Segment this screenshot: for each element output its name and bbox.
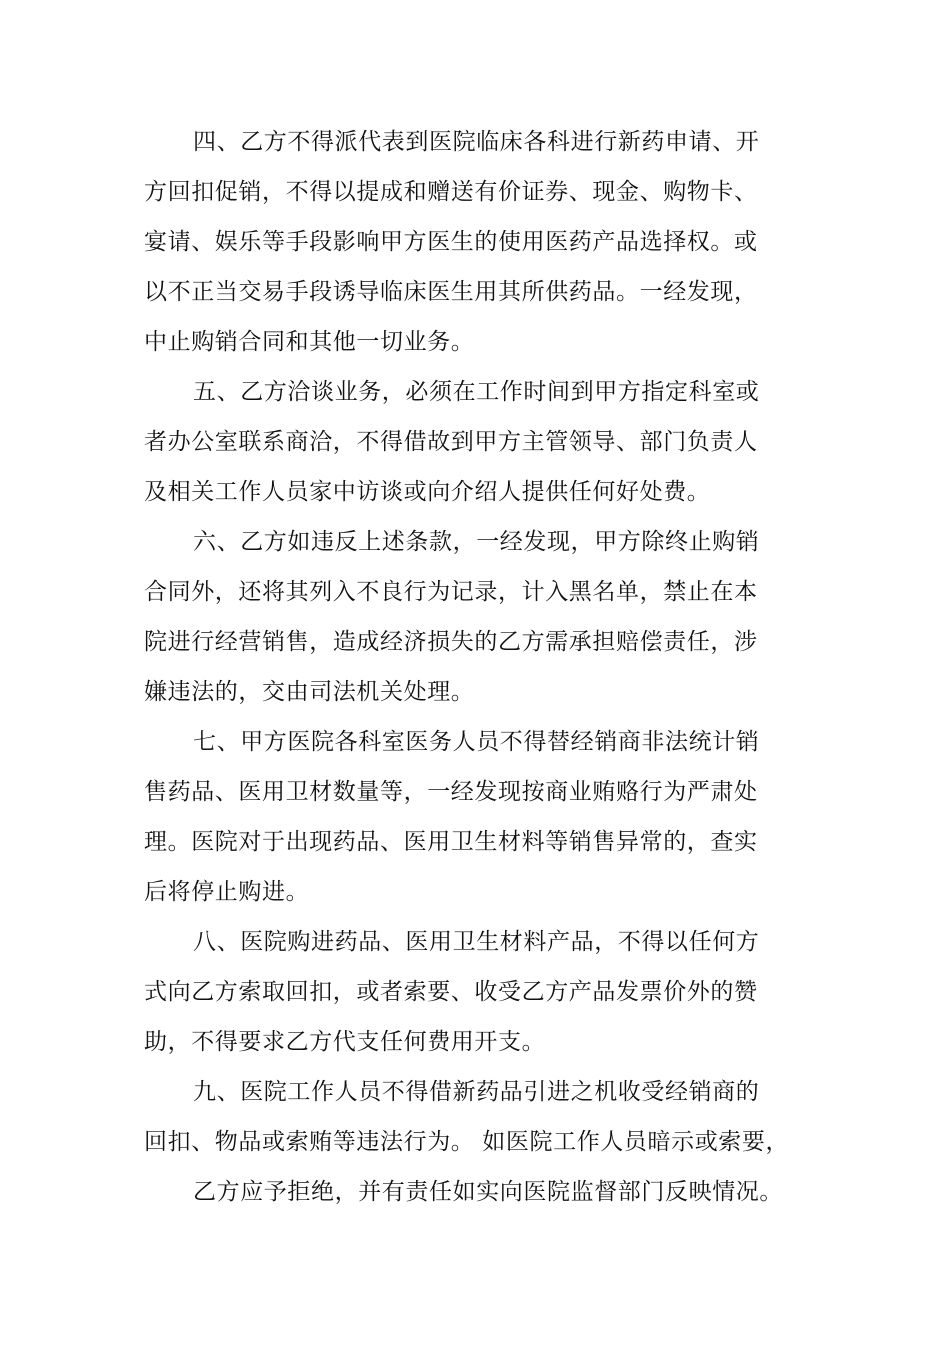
paragraph-8-line-3: 助，不得要求乙方代支任何费用开支。 [144,1029,546,1055]
paragraph-4-line-2: 方回扣促销，不得以提成和赠送有价证券、现金、购物卡、 [144,179,758,205]
paragraph-6-line-3: 院进行经营销售，造成经济损失的乙方需承担赔偿责任，涉 [144,629,758,655]
paragraph-7-line-4: 后将停止购进。 [144,879,310,905]
paragraph-4-line-4: 以不正当交易手段诱导临床医生用其所供药品。一经发现， [144,279,758,305]
paragraph-7-line-1: 七、甲方医院各科室医务人员不得替经销商非法统计销 [193,729,760,755]
paragraph-9-line-1: 九、医院工作人员不得借新药品引进之机收受经销商的 [193,1079,760,1105]
paragraph-7-line-3: 理。医院对于出现药品、医用卫生材料等销售异常的，查实 [144,829,758,855]
paragraph-5-line-2: 者办公室联系商洽，不得借故到甲方主管领导、部门负责人 [144,429,758,455]
paragraph-8-line-2: 式向乙方索取回扣，或者索要、收受乙方产品发票价外的赞 [144,979,758,1005]
paragraph-4-line-1: 四、乙方不得派代表到医院临床各科进行新药申请、开 [193,129,760,155]
paragraph-9-line-2: 回扣、物品或索贿等违法行为。 如医院工作人员暗示或索要， [144,1129,790,1155]
paragraph-6-line-1: 六、乙方如违反上述条款，一经发现，甲方除终止购销 [193,529,760,555]
paragraph-7-line-2: 售药品、医用卫材数量等，一经发现按商业贿赂行为严肃处 [144,779,758,805]
paragraph-6-line-2: 合同外，还将其列入不良行为记录，计入黑名单，禁止在本 [144,579,758,605]
paragraph-4-line-5: 中止购销合同和其他一切业务。 [144,329,475,355]
paragraph-5-line-3: 及相关工作人员家中访谈或向介绍人提供任何好处费。 [144,479,711,505]
paragraph-5-line-1: 五、乙方洽谈业务，必须在工作时间到甲方指定科室或 [193,379,760,405]
paragraph-8-line-1: 八、医院购进药品、医用卫生材料产品，不得以任何方 [193,929,760,955]
paragraph-4-line-3: 宴请、娱乐等手段影响甲方医生的使用医药产品选择权。或 [144,229,758,255]
paragraph-6-line-4: 嫌违法的，交由司法机关处理。 [144,679,475,705]
paragraph-9-line-3: 乙方应予拒绝，并有责任如实向医院监督部门反映情况。 [193,1179,783,1205]
